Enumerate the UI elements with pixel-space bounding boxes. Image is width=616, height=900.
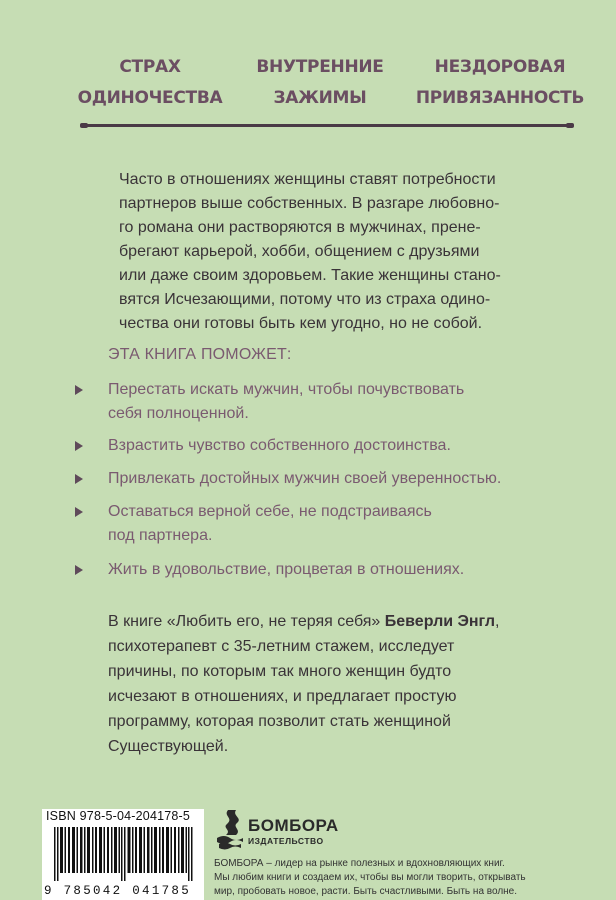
topics-header (0, 52, 616, 122)
slogan-line: Мы любим книги и создаем их, чтобы вы могли творить, открывать (214, 872, 526, 883)
bullet-text: под партнера. (108, 527, 213, 544)
outro-line: причины, по которым так много женщин будто (108, 663, 452, 680)
bullet-text: Перестать искать мужчин, чтобы почувствовать (108, 381, 465, 398)
isbn-label: ISBN 978-5-04-204178-5 (42, 809, 204, 823)
intro-line: партнеров выше собственных. В разгаре любовно- (119, 195, 500, 212)
bullet-arrow-icon (75, 474, 83, 484)
bullet-arrow-icon (75, 507, 83, 517)
bullet-text: Взрастить чувство собственного достоинства. (108, 437, 451, 454)
barcode (42, 823, 204, 900)
helps-heading: ЭТА КНИГА ПОМОЖЕТ: (108, 346, 292, 363)
topic-line: ОДИНОЧЕСТВА (77, 88, 223, 108)
header-divider (82, 124, 572, 127)
barcode-bars (54, 827, 194, 881)
bullet-text: Привлекать достойных мужчин своей уверенностью. (108, 470, 502, 487)
intro-line: или даже своим здоровьем. Такие женщины стано- (119, 267, 501, 284)
intro-line: брегают карьерой, хобби, общением с друзьями (119, 243, 480, 260)
slogan-line: мир, пробовать новое, расти. Быть счастливыми. Быть на волне. (214, 886, 518, 897)
outro-paragraph (108, 609, 598, 759)
author-name: Беверли Энгл (384, 613, 495, 630)
intro-line: го романа они растворяются в мужчинах, пренe- (119, 219, 481, 236)
outro-line: Существующей. (108, 738, 229, 755)
outro-text: , (494, 613, 500, 630)
topic-line: ПРИВЯЗАННОСТЬ (415, 88, 585, 108)
topic-line: ЗАЖИМЫ (273, 88, 367, 108)
outro-first-line (108, 609, 598, 634)
slogan-line: БОМБОРА – лидер на рынке полезных и вдохновляющих книг. (214, 858, 505, 869)
outro-line: программу, которая позволит стать женщиной (108, 713, 451, 730)
bullet-arrow-icon (75, 441, 83, 451)
bullet-arrow-icon (75, 385, 83, 395)
intro-paragraph (119, 168, 599, 336)
topic-inner-clamps (230, 52, 410, 114)
outro-line: психотерапевт с 35-летним стажем, исследует (108, 638, 455, 655)
topic-unhealthy-attachment (410, 52, 590, 114)
publisher-subtitle: ИЗДАТЕЛЬСТВО (248, 836, 324, 846)
bullet-text: Жить в удовольствие, процветая в отношениях. (108, 561, 465, 578)
topic-line: СТРАХ (119, 57, 181, 77)
publisher-logo (214, 808, 364, 858)
bullet-arrow-icon (75, 565, 83, 575)
outro-text: В книге «Любить его, не теряя себя» (108, 613, 385, 630)
publisher-slogan (214, 857, 610, 899)
topic-line: ВНУТРЕННИЕ (256, 57, 384, 77)
barcode-number: 9 785042 041785 (44, 884, 192, 898)
bullet-text: Оставаться верной себе, не подстраиваясь (108, 503, 432, 520)
intro-line: чества они готовы быть кем угодно, но не собой. (119, 315, 483, 332)
bullet-text: себя полноценной. (108, 405, 249, 422)
bombora-wave-icon (214, 808, 246, 850)
outro-line: исчезают в отношениях, и предлагает простую (108, 688, 457, 705)
topic-fear-of-loneliness (60, 52, 240, 114)
intro-line: Часто в отношениях женщины ставят потребности (119, 171, 496, 188)
intro-line: вятся Исчезающими, потому что из страха одино- (119, 291, 491, 308)
topic-line: НЕЗДОРОВАЯ (434, 57, 566, 77)
publisher-name: БОМБОРА (248, 816, 339, 835)
